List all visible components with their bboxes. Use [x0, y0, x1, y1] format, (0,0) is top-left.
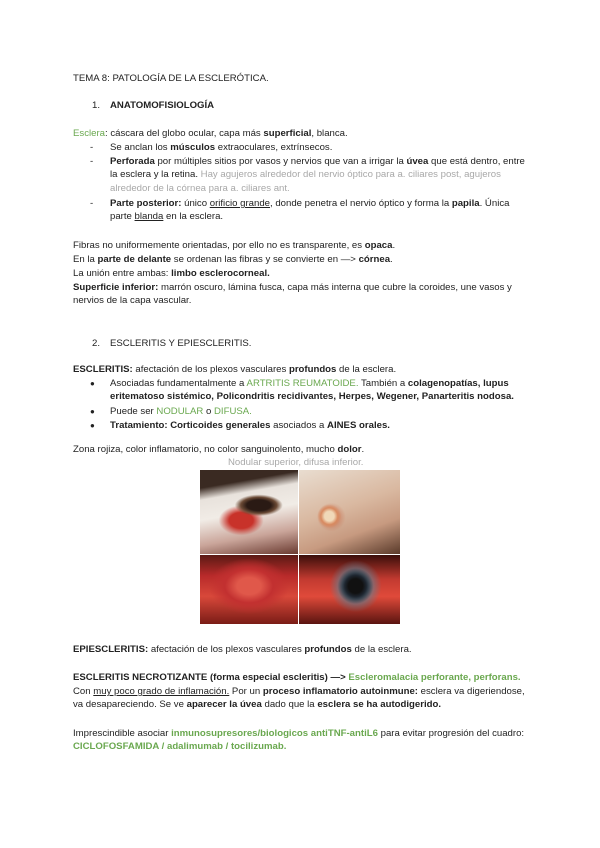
text: orificio grande: [209, 198, 270, 209]
esclera-paragraph: [73, 127, 533, 140]
text: EPIESCLERITIS:: [73, 644, 149, 655]
text: AINES orales.: [327, 420, 390, 431]
list-item: [110, 377, 530, 404]
bullet-dot: ●: [90, 407, 95, 416]
text: profundos: [304, 644, 352, 655]
text: afectación de los plexos vasculares: [148, 644, 305, 655]
text: opaca: [364, 240, 393, 251]
text: : cáscara del globo ocular, capa más: [105, 128, 264, 139]
text: Tratamiento: Corticoides generales: [110, 420, 271, 431]
text: de la esclera.: [351, 644, 412, 655]
text: Hay agujeros alrededor del nervio óptico para a. ciliares post, agujeros alrededor de la córnea para a. ciliares ant.: [110, 169, 501, 194]
text: inmunosupresores/biologicos antiTNF-antiL6: [171, 728, 378, 739]
text: ESCLERITIS NECROTIZANTE (forma especial escleritis) ―>: [73, 672, 349, 683]
text: aparecer la úvea: [186, 699, 262, 711]
section-2-number: 2.: [92, 338, 101, 349]
text: dado que la: [261, 699, 318, 711]
paragraph: [73, 267, 533, 280]
section-2-heading: [92, 337, 251, 350]
eye-photo-nodular-1: [200, 470, 298, 554]
eye-photo-nodular-2: [299, 470, 400, 554]
text: úvea: [406, 156, 429, 167]
text: .: [390, 254, 393, 265]
text: esclera se ha autodigerido.: [317, 699, 442, 711]
list-item: [110, 155, 530, 195]
text: ARTRITIS REUMATOIDE.: [246, 378, 359, 389]
text: Zona rojiza, color inflamatorio, no color sanguinolento, mucho: [73, 444, 338, 455]
list-item: [110, 141, 530, 154]
text: .: [392, 240, 396, 251]
text: .: [361, 444, 365, 455]
text: , blanca.: [311, 128, 348, 139]
text: Fibras no uniformemente orientadas, por ello no es transparente, es: [73, 240, 365, 251]
text: de la esclera.: [336, 364, 397, 375]
eye-photo-diffuse-2: [299, 555, 400, 624]
text: para evitar progresión del cuadro:: [377, 728, 525, 739]
bullet-dot: ●: [90, 379, 95, 388]
paragraph: [73, 281, 528, 308]
text: marrón oscuro, lámina fusca, capa más interna que cubre la coroides, une vasos y nervios de la capa vascular.: [73, 282, 512, 307]
text: por múltiples sitios por vasos y nervios que van a irrigar la: [154, 156, 407, 167]
paragraph: [73, 727, 528, 754]
text: asociados a: [270, 420, 328, 431]
section-1-heading: [92, 99, 214, 112]
text: único: [181, 198, 210, 209]
text: Asociadas fundamentalmente a: [110, 378, 247, 389]
bullet-dash: -: [90, 198, 94, 209]
text: . Única parte: [110, 198, 510, 223]
text: Por un: [229, 686, 263, 697]
text: Superficie inferior:: [73, 282, 159, 293]
text: parte de delante: [97, 254, 172, 265]
text: DIFUSA.: [214, 406, 252, 417]
text: afectación de los plexos vasculares: [132, 364, 289, 375]
list-item: [110, 197, 530, 224]
text: También a: [358, 378, 408, 389]
text: muy poco grado de inflamación.: [93, 686, 230, 697]
paragraph: [73, 685, 533, 712]
section-2-title: ESCLERITIS Y EPIESCLERITIS.: [110, 338, 252, 349]
text: córnea: [358, 254, 391, 265]
text: en la esclera.: [163, 211, 224, 223]
text: dolor: [337, 444, 362, 455]
bullet-dash: -: [90, 156, 94, 167]
eye-photo-diffuse-1: [200, 555, 298, 624]
text: o: [203, 406, 214, 417]
text: colagenopatías, lupus eritematoso sistémico, Policondritis recidivantes, Herpes, Wegener, Panarteritis nodosa.: [110, 378, 514, 403]
text: profundos: [288, 364, 337, 375]
paragraph: [73, 239, 533, 252]
esclera-term: Esclera: [73, 128, 105, 139]
text: Parte posterior:: [110, 198, 182, 209]
figure-caption: Nodular superior, difusa inferior.: [228, 457, 364, 468]
text: CICLOFOSFAMIDA / adalimumab / tocilizumab.: [73, 741, 287, 753]
list-item: [110, 419, 530, 432]
text: NODULAR: [156, 406, 204, 417]
text: , donde penetra el nervio óptico y forma la: [270, 198, 452, 209]
text: superficial: [263, 128, 312, 139]
text: músculos: [170, 142, 216, 153]
document-title: TEMA 8: PATOLOGÍA DE LA ESCLERÓTICA.: [73, 73, 269, 84]
text: esclera va digeriendose, va desapareciendo. Se ve: [73, 686, 525, 711]
text: se ordenan las fibras y se convierte en ―>: [171, 254, 359, 265]
section-1-title: ANATOMOFISIOLOGÍA: [110, 100, 215, 111]
text: En la: [73, 254, 98, 265]
bullet-dot: ●: [90, 421, 95, 430]
text: Se anclan los: [110, 142, 171, 153]
text: papila: [451, 198, 480, 209]
text: extraoculares, extrínsecos.: [215, 142, 333, 153]
list-item: [110, 405, 530, 418]
text: proceso inflamatorio autoinmune:: [262, 686, 418, 697]
text: La unión entre ambas:: [73, 268, 172, 279]
necrotizante-heading: [73, 671, 543, 684]
bullet-dash: -: [90, 142, 94, 153]
text: ESCLERITIS:: [73, 364, 133, 375]
text: Con: [73, 686, 94, 697]
text: blanda: [134, 211, 164, 223]
text: limbo esclerocorneal.: [171, 268, 270, 279]
text: Imprescindible asociar: [73, 728, 172, 739]
text: Escleromalacia perforante, perforans.: [348, 672, 521, 683]
text: Perforada: [110, 156, 155, 167]
text: Puede ser: [110, 406, 157, 417]
epiescleritis-paragraph: [73, 643, 533, 656]
text: que está dentro, entre la esclera y la retina.: [110, 156, 525, 181]
paragraph: [73, 253, 533, 266]
escleritis-paragraph: [73, 363, 533, 376]
section-1-number: 1.: [92, 100, 101, 111]
paragraph: [73, 443, 533, 456]
